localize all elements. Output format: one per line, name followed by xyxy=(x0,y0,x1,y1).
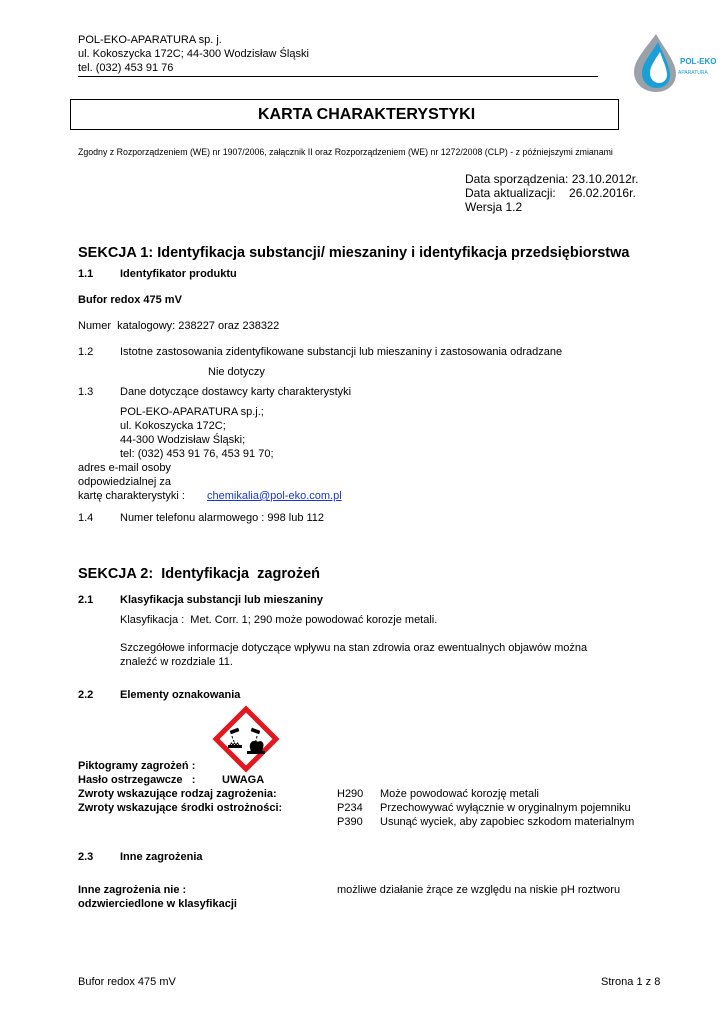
creation-date: Data sporządzenia: 23.10.2012r. xyxy=(465,172,639,186)
statement-code: P390 xyxy=(337,816,363,828)
precautionary-statements-label: Zwroty wskazujące środki ostrożności: xyxy=(78,802,283,814)
subsection-1-2-number: 1.2 xyxy=(78,346,94,358)
other-hazards-label-line1: Inne zagrożenia nie : xyxy=(78,884,187,896)
subsection-1-3-number: 1.3 xyxy=(78,386,94,398)
subsection-2-1-title: Klasyfikacja substancji lub mieszaniny xyxy=(120,594,323,606)
hazard-statements-label: Zwroty wskazujące rodzaj zagrożenia: xyxy=(78,788,277,800)
supplier-city: 44-300 Wodzisław Śląski; xyxy=(120,434,246,446)
header-divider xyxy=(78,76,598,77)
subsection-1-2-value: Nie dotyczy xyxy=(208,366,265,378)
drop-logo-icon xyxy=(620,30,717,94)
subsection-2-2-number: 2.2 xyxy=(78,689,94,701)
page-number: Strona 1 z 8 xyxy=(601,976,661,988)
regulation-note: Zgodny z Rozporządzeniem (WE) nr 1907/2006, załącznik II oraz Rozporządzeniem (WE) nr 1272/2008 (CLP) - z późniejszymi zmianami xyxy=(78,147,613,157)
ghs05-pictogram xyxy=(214,707,278,771)
subsection-1-1-title: Identyfikator produktu xyxy=(120,268,237,280)
email-link[interactable]: chemikalia@pol-eko.com.pl xyxy=(207,490,342,502)
subsection-2-2-title: Elementy oznakowania xyxy=(120,689,241,701)
subsection-2-3-number: 2.3 xyxy=(78,851,94,863)
version: Wersja 1.2 xyxy=(465,200,523,214)
subsection-1-4-number: 1.4 xyxy=(78,512,94,524)
subsection-1-3-title: Dane dotyczące dostawcy karty charakterystyki xyxy=(120,386,352,398)
supplier-phone: tel: (032) 453 91 76, 453 91 70; xyxy=(120,448,274,460)
company-name: POL-EKO-APARATURA sp. j. xyxy=(78,34,222,46)
logo-text-sub: APARATURA xyxy=(678,70,708,76)
document-title: KARTA CHARAKTERYSTYKI xyxy=(258,106,476,123)
health-details-line1: Szczegółowe informacje dotyczące wpływu na stan zdrowia oraz ewentualnych objawów można xyxy=(120,642,588,654)
catalog-number: Numer katalogowy: 238227 oraz 238322 xyxy=(78,320,280,332)
emergency-phone: Numer telefonu alarmowego : 998 lub 112 xyxy=(120,512,325,524)
other-hazards-label-line2: odzwierciedlone w klasyfikacji xyxy=(78,898,237,910)
statement-text: Usunąć wyciek, aby zapobiec szkodom materialnym xyxy=(380,816,635,828)
signal-word: UWAGA xyxy=(222,774,265,786)
section-2-heading: SEKCJA 2: Identyfikacja zagrożeń xyxy=(78,566,321,582)
other-hazards-value: możliwe działanie żrące ze względu na niskie pH roztworu xyxy=(337,884,621,896)
classification: Klasyfikacja : Met. Corr. 1; 290 może powodować korozje metali. xyxy=(120,614,438,626)
pictogram-label: Piktogramy zagrożeń : xyxy=(78,760,196,772)
product-name: Bufor redox 475 mV xyxy=(78,294,182,306)
update-date: Data aktualizacji: 26.02.2016r. xyxy=(465,186,636,200)
logo-text-main: POL-EKO xyxy=(680,57,717,66)
health-details-line2: znaleźć w rozdziale 11. xyxy=(120,656,233,668)
email-label-line2: odpowiedzialnej za xyxy=(78,476,171,488)
section-1-heading: SEKCJA 1: Identyfikacja substancji/ mieszaniny i identyfikacja przedsiębiorstwa xyxy=(78,245,630,261)
subsection-2-3-title: Inne zagrożenia xyxy=(120,851,203,863)
statement-code: H290 xyxy=(337,788,364,800)
footer-product: Bufor redox 475 mV xyxy=(78,976,176,988)
statement-code: P234 xyxy=(337,802,363,814)
subsection-1-2-title: Istotne zastosowania zidentyfikowane substancji lub mieszaniny i zastosowania odradzane xyxy=(120,346,563,358)
company-phone: tel. (032) 453 91 76 xyxy=(78,62,174,74)
subsection-2-1-number: 2.1 xyxy=(78,594,94,606)
supplier-street: ul. Kokoszycka 172C; xyxy=(120,420,226,432)
company-address: ul. Kokoszycka 172C; 44-300 Wodzisław Śląski xyxy=(78,48,309,60)
signal-word-label: Hasło ostrzegawcze : xyxy=(78,774,196,786)
email-label-line3: kartę charakterystyki : xyxy=(78,490,185,502)
statement-text: Może powodować korozję metali xyxy=(380,788,539,800)
company-logo xyxy=(620,30,717,94)
email-label-line1: adres e-mail osoby xyxy=(78,462,171,474)
supplier-name: POL-EKO-APARATURA sp.j.; xyxy=(120,406,264,418)
statement-text: Przechowywać wyłącznie w oryginalnym pojemniku xyxy=(380,802,631,814)
subsection-1-1-number: 1.1 xyxy=(78,268,94,280)
corrosion-icon xyxy=(214,707,278,771)
